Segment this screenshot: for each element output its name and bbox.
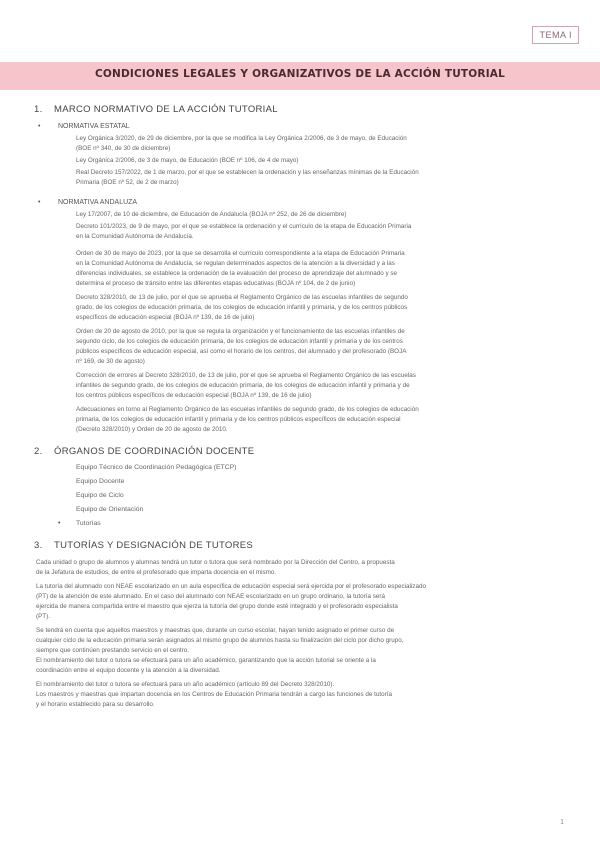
text-line: Real Decreto 157/2022, de 1 de marzo, por el que se establecen la ordenación y las enseñanzas mínimas de la Educación [76, 169, 419, 176]
section-3-number: 3. [34, 540, 43, 551]
text-line: Decreto 328/2010, de 13 de julio, por el que se aprueba el Reglamento Orgánico de las escuelas infantiles de segundo [76, 294, 408, 301]
text-line: Equipo Docente [76, 478, 125, 485]
section-1-number: 1. [34, 104, 43, 115]
section-3-title: TUTORÍAS Y DESIGNACIÓN DE TUTORES [54, 540, 254, 551]
text-line: Equipo de Ciclo [76, 492, 124, 499]
text-line: El nombramiento del tutor o tutora se efectuará para un año académico (artículo 89 del Decreto 328/2010). [36, 681, 335, 688]
text-line: Orden de 20 de agosto de 2010, por la que se regula la organización y el funcionamiento de las escuelas infantiles de [76, 328, 405, 335]
page-number: 1 [560, 819, 564, 826]
text-line: (Decreto 328/2010) y Orden de 20 de agosto de 2010. [76, 426, 228, 433]
text-line: de la Jefatura de estudios, de entre el profesorado que imparta docencia en el mismo. [36, 569, 277, 576]
text-line: grado, de los colegios de educación primaria, de los colegios de educación infantil y primaria, y de los centros públicos [76, 304, 408, 311]
section-1-title: MARCO NORMATIVO DE LA ACCIÓN TUTORIAL [54, 104, 278, 115]
text-line: segundo ciclo, de los colegios de educación primaria, de los colegios de educación infantil y primaria y de los centros [76, 338, 403, 345]
section-1-heading [34, 104, 278, 115]
text-line: diferencias individuales, se establece la ordenación de la evaluación del proceso de aprendizaje del alumnado y se [76, 270, 397, 277]
bullet-icon: • [58, 520, 61, 527]
text-line: cualquier ciclo de la educación primaria serán asignados al mismo grupo de alumnos hasta su finalización del ciclo por dicho grupo, [36, 637, 404, 644]
text-line: Corrección de errores al Decreto 328/2010, de 13 de julio, por el que se aprueba el Reglamento Orgánico de las escuelas [76, 372, 416, 379]
text-line: El nombramiento del tutor o tutora se efectuará para un año académico, garantizando que la acción tutorial se oriente a la [36, 657, 376, 664]
text-line: específicos de educación especial (BOJA nº 139, de 16 de julio) [76, 314, 255, 321]
text-line: ejercida de manera compartida entre el maestro que ejerza la tutoría del grupo donde esté integrado y el profesorado especialista [36, 603, 398, 610]
text-line: determina el proceso de tránsito entre las diferentes etapas educativas (BOJA nº 104, de 2 de junio) [76, 280, 356, 287]
text-line: Ley Orgánica 2/2006, de 3 de mayo, de Educación (BOE nº 106, de 4 de mayo) [76, 157, 299, 164]
text-line: (BOE nº 340, de 30 de diciembre) [76, 145, 171, 152]
text-line: (PT) de la atención de este alumnado. En el caso del alumnado con NEAE escolarizado en un grupo ordinario, la tutoría será [36, 593, 385, 600]
tema-label: TEMA I [532, 26, 579, 44]
text-line: infantiles de segundo grado, de los colegios de educación primaria, de los colegios de educación infantil y primaria y de [76, 382, 410, 389]
text-line: Adecuaciones en torno al Reglamento Orgánico de las escuelas infantiles de segundo grado, de los colegios de educación [76, 406, 419, 413]
text-line: Cada unidad o grupo de alumnos y alumnas tendrá un tutor o tutora que será nombrado por la Dirección del Centro, a propuesta [36, 559, 395, 566]
document-title: CONDICIONES LEGALES Y ORGANIZATIVOS DE LA ACCIÓN TUTORIAL [94, 68, 506, 80]
text-line: nº 169, de 30 de agosto) [76, 358, 145, 365]
section-2-heading [34, 446, 254, 457]
text-line: (PT). [36, 613, 50, 620]
section-2-number: 2. [34, 446, 43, 457]
subheading-normativa-estatal: NORMATIVA ESTATAL [58, 123, 130, 130]
text-line: Tutorías [76, 520, 101, 527]
text-line: primaria, de los colegios de educación infantil y primaria y de los centros públicos específicos de educación especial [76, 416, 401, 423]
text-line: y el horario establecido para su desarrollo. [36, 701, 155, 708]
text-line: Ley Orgánica 3/2020, de 29 de diciembre, por la que se modifica la Ley Orgánica 2/2006, de 3 de mayo, de Educación [76, 135, 407, 142]
subheading-normativa-andaluza: NORMATIVA ANDALUZA [58, 199, 138, 206]
text-line: Ley 17/2007, de 10 de diciembre, de Educación de Andalucía (BOJA nº 252, de 26 de diciembre) [76, 211, 347, 218]
text-line: los centros públicos específicos de educación especial (BOJA nº 139, de 16 de julio) [76, 392, 312, 399]
section-2-title: ÓRGANOS DE COORDINACIÓN DOCENTE [54, 446, 255, 457]
text-line: Los maestros y maestras que impartan docencia en los Centros de Educación Primaria tendrán a cargo las funciones de tutoría [36, 691, 392, 698]
text-line: coordinación entre el equipo docente y la atención a la diversidad. [36, 667, 221, 674]
bullet-icon: • [38, 199, 41, 206]
text-line: Se tendrá en cuenta que aquellos maestros y maestras que, durante un curso escolar, hayan tenido asignado el primer curso de [36, 627, 395, 634]
text-line: Equipo de Orientación [76, 506, 144, 513]
section-3-heading [34, 540, 253, 551]
text-line: Primaria (BOE nº 52, de 2 de marzo) [76, 179, 179, 186]
text-line: Orden de 30 de mayo de 2023, por la que se desarrolla el currículo correspondiente a la etapa de Educación Primaria [76, 250, 405, 257]
text-line: públicos específicos de educación especial, así como el horario de los centros, del alumnado y del profesorado (BOJA [76, 348, 407, 355]
text-line: Equipo Técnico de Coordinación Pedagógica (ETCP) [76, 464, 237, 471]
text-line: La tutoría del alumnado con NEAE escolarizado en un aula específica de educación especial será ejercida por el profesorado especializado [36, 583, 426, 590]
bullet-icon: • [38, 123, 41, 130]
text-line: siempre que continúen prestando servicio en el centro. [36, 647, 189, 654]
text-line: en la Comunidad Autónoma de Andalucía. [76, 233, 194, 240]
text-line: Decreto 101/2023, de 9 de mayo, por el que se establece la ordenación y el currículo de la etapa de Educación Primaria [76, 223, 412, 230]
text-line: en la Comunidad Autónoma de Andalucía, se regulan determinados aspectos de la atención a la diversidad y a las [76, 260, 395, 267]
